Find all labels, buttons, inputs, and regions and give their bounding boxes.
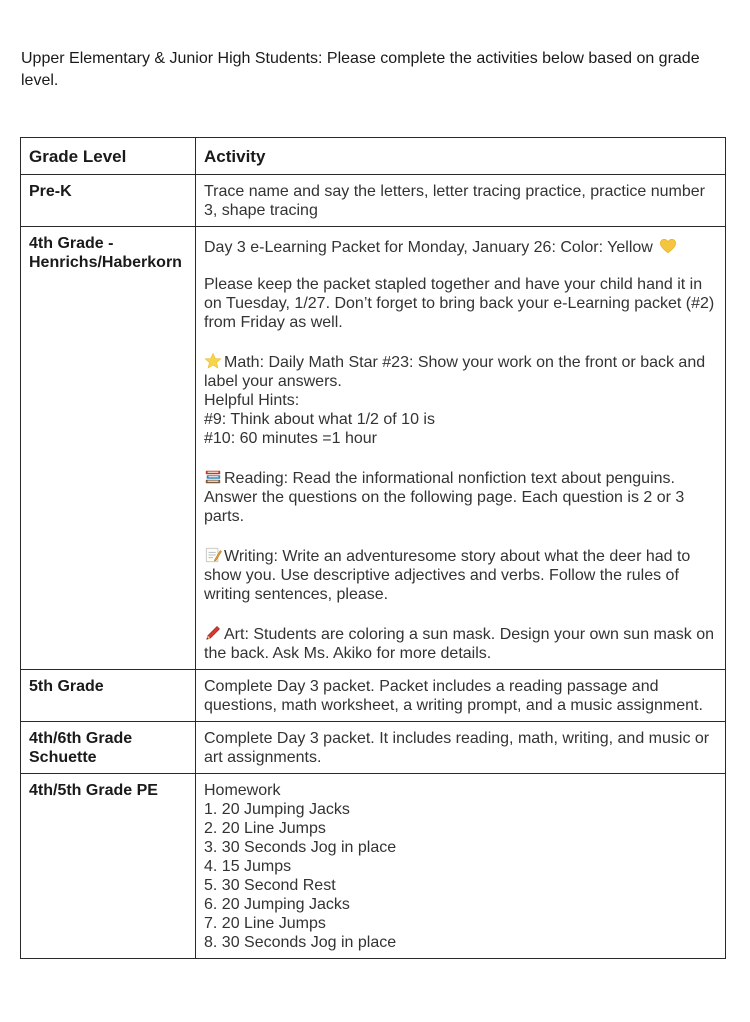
- day-title-text: Day 3 e-Learning Packet for Monday, January 26: Color: Yellow: [204, 239, 653, 256]
- list-item: 1. 20 Jumping Jacks: [204, 801, 350, 818]
- grade-cell: 4th Grade - Henrichs/Haberkorn: [21, 227, 196, 670]
- activity-cell: [196, 227, 726, 670]
- math-paragraph: [204, 352, 717, 448]
- reminder-paragraph: Please keep the packet stapled together and have your child hand it in on Tuesday, 1/27. Don’t forget to bring back your e-Learning packet (#2) from Friday as well.: [204, 276, 715, 331]
- table-row: [21, 774, 726, 959]
- pencil-icon: [204, 624, 222, 642]
- list-item: 6. 20 Jumping Jacks: [204, 896, 350, 913]
- intro-text: Upper Elementary & Junior High Students: Please complete the activities below based on grade level.: [21, 50, 700, 89]
- list-item: 4. 15 Jumps: [204, 858, 292, 875]
- writing-paragraph: [204, 546, 717, 604]
- table-row: [21, 175, 726, 227]
- activity-cell: Complete Day 3 packet. It includes reading, math, writing, and music or art assignments.: [196, 722, 726, 774]
- art-paragraph: [204, 624, 717, 663]
- list-item: 8. 30 Seconds Jog in place: [204, 934, 397, 951]
- grade-cell: 5th Grade: [21, 670, 196, 722]
- header-grade-level: Grade Level: [21, 138, 196, 175]
- math-text: Math: Daily Math Star #23: Show your work on the front or back and label your answers.: [204, 354, 706, 390]
- books-icon: [204, 468, 222, 486]
- header-activity: Activity: [196, 138, 726, 175]
- hint-item: #10: 60 minutes =1 hour: [204, 430, 378, 447]
- reading-paragraph: [204, 468, 717, 526]
- yellow-heart-icon: [659, 237, 677, 255]
- hints-title: Helpful Hints:: [204, 392, 300, 409]
- reading-text: Reading: Read the informational nonfiction text about penguins. Answer the questions on the following page. Each question is 2 or 3 parts.: [204, 470, 685, 525]
- list-item: 3. 30 Seconds Jog in place: [204, 839, 397, 856]
- writing-text: Writing: Write an adventuresome story about what the deer had to show you. Use descriptive adjectives and verbs. Follow the rules of writing sentences, please.: [204, 548, 691, 603]
- list-item: 5. 30 Second Rest: [204, 877, 336, 894]
- table-row: [21, 722, 726, 774]
- activities-table: [20, 137, 726, 959]
- memo-icon: [204, 546, 222, 564]
- grade-cell: Pre-K: [21, 175, 196, 227]
- activity-cell: [196, 774, 726, 959]
- star-icon: [204, 352, 222, 370]
- art-text: Art: Students are coloring a sun mask. Design your own sun mask on the back. Ask Ms. Akiko for more details.: [204, 626, 715, 662]
- homework-title: Homework: [204, 782, 281, 799]
- table-header-row: [21, 138, 726, 175]
- list-item: 7. 20 Line Jumps: [204, 915, 326, 932]
- hint-item: #9: Think about what 1/2 of 10 is: [204, 411, 435, 428]
- grade-cell: 4th/6th Grade Schuette: [21, 722, 196, 774]
- table-row: [21, 227, 726, 670]
- grade-cell: 4th/5th Grade PE: [21, 774, 196, 959]
- table-row: [21, 670, 726, 722]
- activity-cell: Trace name and say the letters, letter tracing practice, practice number 3, shape tracing: [196, 175, 726, 227]
- day-title-line: [204, 237, 717, 257]
- activity-cell: Complete Day 3 packet. Packet includes a reading passage and questions, math worksheet, a writing prompt, and a music assignment.: [196, 670, 726, 722]
- list-item: 2. 20 Line Jumps: [204, 820, 326, 837]
